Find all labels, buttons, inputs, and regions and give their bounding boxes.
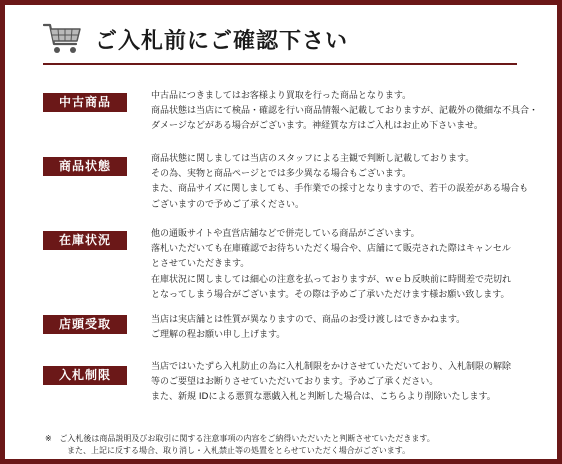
section-label: 入札制限 [43,366,127,385]
section-label: 在庫状況 [43,231,127,250]
section-label: 商品状態 [43,157,127,176]
footnote-line: また、上記に反する場合、取り消し・入札禁止等の処置をとらせていただく場合がございます。 [67,446,411,455]
body-line: 当店ではいたずら入札防止の為に入札制限をかけさせていただいており、入札制限の解除 [151,362,512,372]
body-line: また、商品サイズに関しましても、手作業での採寸となりますので、若干の誤差がある場合も [151,184,529,195]
body-line: 他の通販サイトや直営店舗などで併売している商品がございます。 [151,229,420,239]
footnote [45,433,517,457]
body-line: とさせていただきます。 [151,259,250,270]
section-body [151,227,517,303]
section-label: 中古商品 [43,93,127,112]
body-line: 中古品につきましてはお客様より買取を行った商品となります。 [151,91,412,101]
body-line: ダメージなどがある場合がございます。神経質な方はご入札はお止め下さいませ。 [151,121,483,132]
section-body [151,89,539,135]
footnote-line [45,433,517,445]
body-line: 等のご要望はお断りさせていただいております。予めご了承ください。 [151,377,439,388]
body-line: 落札いただいても在庫確認でお待ちいただく場合や、店舗にて販売された際はキャンセル [151,244,511,255]
section-body [151,152,529,213]
shopping-cart-icon [43,22,83,56]
body-line: 商品状態に関しましては当店のスタッフによる主観で判断し記載しております。 [151,154,475,164]
body-line: となってしまう場合がございます。その際は予めご了承いただけます様お願い致します。 [151,289,510,300]
section-body [151,313,517,343]
title-divider [43,63,517,65]
page-title: ご入札前にご確認下さい [95,28,349,54]
body-line: 在庫状況に関しましては細心の注意を払っておりますが、ｗｅｂ反映前に時間差で売切れ [151,274,512,285]
body-line: 当店は実店舗とは性質が異なりますので、商品のお受け渡しはできかねます。 [151,315,466,325]
body-line: ございますので予めご了承ください。 [151,199,305,210]
body-line: 商品状態は当店にて検品・確認を行い商品情報へ記載しておりますが、記載外の微細な不具合・ [151,106,539,117]
header [43,19,348,59]
section-body [151,360,517,406]
section-label: 店頭受取 [43,315,127,334]
body-line: その為、実物と商品ページとでは多少異なる場合もございます。 [151,169,412,180]
footnote-text: ご入札後は商品説明及びお取引に関する注意事項の内容をご納得いただいたと判断させていただきます。 [59,434,435,443]
body-line: ご理解の程お願い申し上げます。 [151,330,286,341]
body-line: また、新規 IDによる悪質な悪戯入札と判断した場合は、こちらより削除いたします。 [151,392,496,403]
footnote-mark: ※ [45,434,52,443]
